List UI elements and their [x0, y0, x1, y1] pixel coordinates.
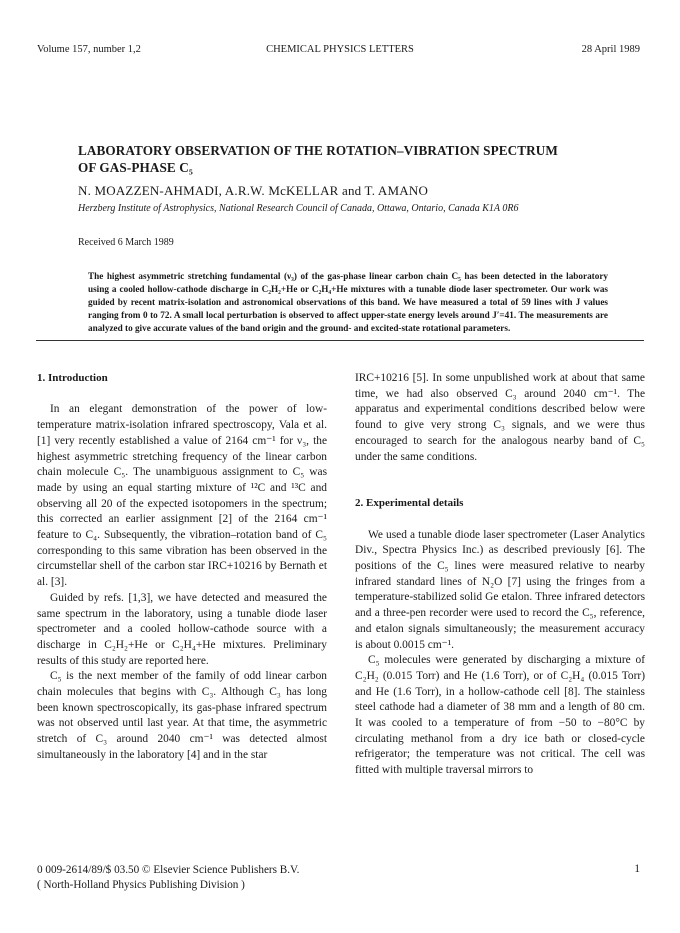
header-journal: CHEMICAL PHYSICS LETTERS — [266, 44, 414, 55]
authors: N. MOAZZEN-AHMADI, A.R.W. McKELLAR and T. AMANO — [78, 183, 429, 198]
title-line-1: LABORATORY OBSERVATION OF THE ROTATION–VIBRATION SPECTRUM — [78, 143, 558, 158]
paper-title — [78, 142, 618, 176]
title-line-2: OF GAS-PHASE C₅ — [78, 160, 193, 175]
footer-publisher — [37, 863, 299, 893]
intro-paragraph-continued: IRC+10216 [5]. In some unpublished work at about that same time, we had also observed C₃ around 2040 cm⁻¹. The apparatus and experimental conditions described below were found to give very strong C₃ signals, and we were thus encouraged to search for the analogous nearby band of C₅ under the same conditions. — [355, 372, 645, 463]
footer-copyright: 0 009-2614/89/$ 03.50 © Elsevier Science Publishers B.V. — [37, 864, 300, 876]
section-heading-experimental: 2. Experimental details — [355, 497, 464, 510]
page-number: 1 — [634, 863, 640, 875]
intro-paragraph-3: C₅ is the next member of the family of odd linear carbon chain molecules that begins with C₃. Although C₃ has long been known spectroscopically, its gas-phase infrared spectrum was not observed until last year. At that time, the asymmetric stretch of C₃ around 2040 cm⁻¹ was detected almost simultaneously in the laboratory [4] and in the star — [37, 670, 327, 761]
header-volume: Volume 157, number 1,2 — [37, 44, 141, 55]
left-column — [37, 371, 327, 764]
experimental-paragraph-1: We used a tunable diode laser spectrometer (Laser Analytics Div., Spectra Physics Inc.) as described previously [6]. The positions of the C₅ lines were measured relative to nearby infrared standard lines of N₂O [7] using the fringes from a temperature-stabilized solid Ge etalon. Three infrared detectors and a three-pen recorder were used to record the C₅, reference, and etalon signals simultaneously; the measurement accuracy is about 0.0015 cm⁻¹. — [355, 528, 645, 651]
footer-division: ( North-Holland Physics Publishing Division ) — [37, 879, 245, 891]
affiliation: Herzberg Institute of Astrophysics, National Research Council of Canada, Ottawa, Ontario, Canada K1A 0R6 — [78, 203, 519, 214]
section-heading-introduction: 1. Introduction — [37, 372, 108, 384]
intro-paragraph-1: In an elegant demonstration of the power of low-temperature matrix-isolation infrared spectroscopy, Vala et al. [1] very recently established a value of 2164 cm⁻¹ for ν₃, the highest asymmetric stretching frequency of the linear carbon chain molecule C₅. The unambiguous assignment to C₅ was made by using an equal starting mixture of ¹²C and ¹³C and observing all 20 of the expected isotopomers in the spectrum; this corrected an earlier assignment [2] of the 2164 cm⁻¹ feature to C₄. Subsequently, the vibration–rotation band of C₅ corresponding to this same vibration has been observed in the circumstellar shell of the carbon star IRC+10216 by Bernath et al. [3]. — [37, 403, 327, 589]
header-date: 28 April 1989 — [581, 44, 640, 55]
right-column — [355, 371, 645, 779]
abstract: The highest asymmetric stretching fundamental (ν₃) of the gas-phase linear carbon chain C₅ has been detected in the laboratory using a cooled hollow-cathode discharge in C₂H₂+He or C₂H₄+He mixtures with a tunable diode laser spectrometer. Our work was guided by recent matrix-isolation and astronomical observations of this band. We have measured a total of 59 lines with J values ranging from 0 to 72. A small local perturbation is observed to affect upper-state energy levels around J′=41. The measurements are analyzed to give accurate values of the band origin and the ground- and excited-state rotational parameters. — [88, 271, 608, 333]
intro-paragraph-2: Guided by refs. [1,3], we have detected and measured the same spectrum in the laboratory, using a tunable diode laser spectrometer and a cooled hollow-cathode source with a discharge in C₂H₂+He or C₂H₄+He mixtures. Preliminary results of this study are reported here. — [37, 591, 327, 667]
abstract-divider — [36, 340, 644, 341]
received-date: Received 6 March 1989 — [78, 237, 174, 248]
experimental-paragraph-2: C₅ molecules were generated by discharging a mixture of C₂H₂ (0.015 Torr) and He (1.6 Torr), or of C₂H₄ (0.015 Torr) and He (1.6 Torr), in a hollow-cathode cell [8]. The stainless steel cathode had a diameter of 38 mm and a length of 80 cm. It was cooled to a temperature of from −50 to −80°C by circulating methanol from a dry ice bath or closed-cycle refrigerator; the temperature was not critical. The cell was fitted with multiple traversal mirrors to — [355, 654, 645, 777]
